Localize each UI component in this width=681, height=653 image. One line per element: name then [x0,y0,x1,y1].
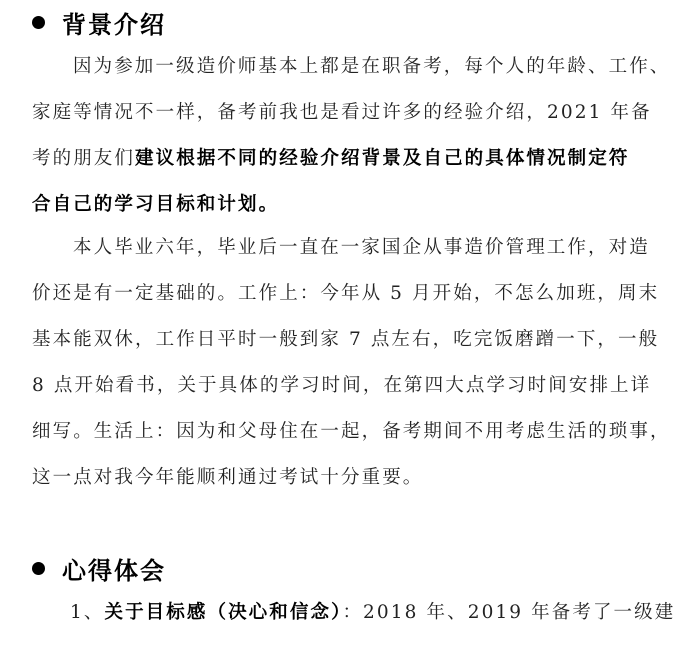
background-paragraph-1 [32,44,671,228]
text-line: 考的朋友们建议根据不同的经验介绍背景及自己的具体情况制定符 [32,148,630,169]
item-number: 1、 [70,602,105,623]
text-line [32,182,642,228]
text-line: 8 点开始看书，关于具体的学习时间，在第四大点学习时间安排上详 [32,375,652,396]
bullet-icon [32,562,45,575]
bullet-icon [32,16,45,29]
text-line: 细写。生活上：因为和父母住在一起，备考期间不用考虑生活的琐事， [32,421,671,442]
item-title: 关于目标感（决心和信念） [104,602,343,623]
text-line: 基本能双休，工作日平时一般到家 7 点左右，吃完饭磨蹭一下，一般 [32,329,660,350]
text-line: 因为参加一级造价师基本上都是在职备考，每个人的年龄、工作、 [73,56,671,77]
experience-item-1 [70,598,675,624]
section-heading-experience [32,548,166,588]
emphasis-text: 建议根据不同的经验介绍背景及自己的具体情况制定符 [135,148,630,169]
background-paragraph-2 [32,225,671,501]
emphasis-text: 合自己的学习目标和计划。 [32,194,280,215]
text-line: 价还是有一定基础的。工作上：今年从 5 月开始，不怎么加班，周末 [32,283,660,304]
text-line: 本人毕业六年，毕业后一直在一家国企从事造价管理工作，对造 [73,237,650,258]
section-heading-text: 背景介绍 [62,10,166,39]
text-line: 这一点对我今年能顺利通过考试十分重要。 [32,467,424,488]
text-line: 家庭等情况不一样，备考前我也是看过许多的经验介绍，2021 年备 [32,102,652,123]
section-heading-background [32,2,166,42]
section-heading-text: 心得体会 [62,556,166,585]
item-text: ：2018 年、2019 年备考了一级建 [342,602,676,623]
